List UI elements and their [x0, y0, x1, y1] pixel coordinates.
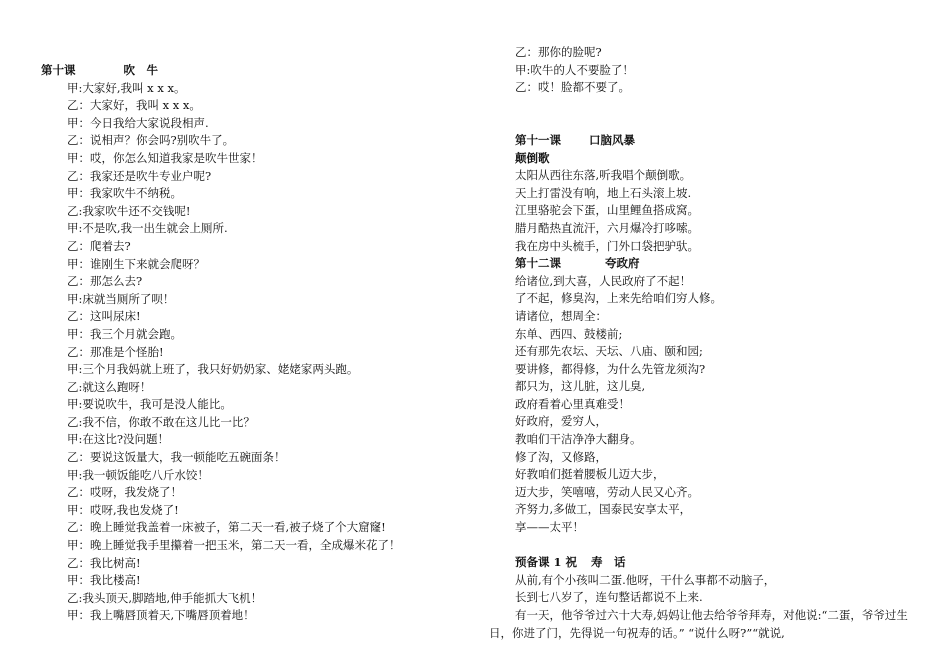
verse-line: 要讲修，都得修，为什么先管龙须沟? [515, 361, 706, 376]
lesson-12-heading [515, 255, 935, 273]
poem-line: 腊月酷热直流汗，六月爆冷打哆嗦。 [515, 220, 699, 235]
lesson-number: 预备课 1 祝 [515, 555, 578, 570]
dialogue-line: 乙：这叫尿床! [67, 309, 141, 324]
dialogue-line: 甲:三个月我妈就上班了，我只好奶奶家、姥姥家两头跑。 [67, 362, 359, 377]
dialogue-line: 乙：那你的脸呢? [515, 45, 602, 59]
dialogue-line: 甲:吹牛的人不要脸了！ [515, 62, 634, 77]
verse-line: 好政府，爱穷人， [515, 414, 607, 429]
poem-title: 颠倒歌 [515, 150, 550, 165]
dialogue-line: 乙：晚上睡觉我盖着一床被子，第二天一看,被子烧了个大窟窿! [67, 520, 386, 535]
dialogue-line: 甲:要说吹牛，我可是没人能比。 [67, 397, 232, 412]
dialogue-line: 甲：我比楼高! [67, 573, 141, 588]
dialogue-line: 甲：哎，你怎么知道我家是吹牛世家！ [67, 150, 263, 165]
paragraph-line: 长到七八岁了，连句整话都说不上来. [515, 590, 703, 605]
verse-line: 请诸位，想周全： [515, 308, 607, 323]
verse-line: 都只为，这儿脏，这儿臭, [515, 379, 646, 394]
verse-line: 了不起，修臭沟，上来先给咱们穷人修。 [515, 291, 722, 306]
verse-line: 修了沟，又修路， [515, 449, 607, 464]
dialogue-line: 乙：说相声？你会吗?别吹牛了。 [67, 133, 235, 148]
dialogue-line: 乙：爬着去? [67, 238, 131, 253]
dialogue-line: 甲:在这比?没问题！ [67, 432, 170, 447]
dialogue-line: 乙：我比树高! [67, 555, 141, 570]
lesson-number: 第十课 [41, 63, 76, 77]
dialogue-line: 甲：晚上睡觉我手里攥着一把玉米，第二天一看，全成爆米花了！ [67, 538, 401, 553]
verse-line: 还有那先农坛、天坛、八庙、颐和园; [515, 344, 703, 359]
dialogue-line: 甲：今日我给大家说段相声. [67, 115, 209, 130]
dialogue-line: 乙:我家吹牛还不交钱呢! [67, 203, 191, 218]
dialogue-line: 乙：哎呀，我发烧了！ [67, 485, 182, 500]
lesson-11-heading [515, 132, 935, 150]
lesson-title: 夸政府 [605, 256, 640, 271]
dialogue-line: 甲:床就当厕所了呗！ [67, 291, 175, 306]
verse-line: 享——太平！ [515, 520, 584, 535]
dialogue-line: 甲：我三个月就会跑。 [67, 326, 182, 341]
lesson-title: 吹 牛 [123, 63, 158, 77]
dialogue-line: 甲:不是吹,我一出生就会上厕所. [67, 221, 228, 236]
dialogue-line: 乙:我不信，你敢不敢在这儿比一比？ [67, 414, 255, 429]
paragraph-line: 从前,有个小孩叫二蛋.他呀，干什么事都不动脑子， [515, 572, 776, 587]
lesson-number: 第十二课 [515, 256, 561, 271]
lesson-10-heading [41, 62, 471, 80]
prep-lesson-heading [515, 554, 935, 572]
dialogue-line: 乙：我家还是吹牛专业户呢? [67, 168, 212, 183]
left-column [41, 62, 471, 625]
poem-line: 天上打雷没有响，地上石头滚上坡. [515, 185, 692, 200]
poem-line: 太阳从西往东落,听我唱个颠倒歌。 [515, 168, 692, 183]
dialogue-line: 甲：我家吹牛不纳税。 [67, 186, 182, 201]
lesson-title: 口脑风暴 [589, 132, 635, 147]
verse-line: 东单、西四、鼓楼前; [515, 326, 623, 341]
dialogue-line: 甲：我上嘴唇顶着天,下嘴唇顶着地！ [67, 608, 255, 623]
dialogue-line: 乙：那准是个怪胎! [67, 344, 164, 359]
dialogue-line: 乙：要说这饭量大，我一顿能吃五碗面条！ [67, 450, 286, 465]
dialogue-line: 乙:我头顶天,脚踏地,伸手能抓大飞机！ [67, 590, 263, 605]
dialogue-line: 甲:大家好,我叫 x x x。 [67, 80, 186, 95]
verse-line: 齐努力,多做工，国泰民安享太平， [515, 502, 692, 517]
poem-line: 我在房中头梳手，门外口袋把驴驮。 [515, 238, 699, 253]
dialogue-line: 甲:我一顿饭能吃八斤水饺！ [67, 467, 209, 482]
verse-line: 政府看着心里真难受！ [515, 396, 630, 411]
dialogue-line: 乙：哎！脸都不要了。 [515, 80, 630, 95]
verse-line: 迈大步，笑嘻嘻，劳动人民又心齐。 [515, 484, 699, 499]
verse-line: 给诸位,到大喜，人民政府了不起！ [515, 273, 692, 288]
verse-line: 教咱们干洁净净大翻身。 [515, 432, 642, 447]
dialogue-end [515, 44, 935, 97]
lesson-title: 寿 话 [591, 555, 626, 570]
dialogue-list [41, 80, 471, 625]
verse-line: 好教咱们挺着腰板儿迈大步， [515, 467, 665, 482]
prep-lesson-lines [489, 572, 935, 642]
poem-lines [515, 167, 935, 255]
right-column [489, 44, 935, 642]
dialogue-line: 甲：谁刚生下来就会爬呀？ [67, 256, 205, 271]
lesson-12-lines [515, 273, 935, 537]
dialogue-line: 甲：哎呀,我也发烧了! [67, 502, 179, 517]
dialogue-line: 乙：大家好，我叫 x x x。 [67, 98, 201, 113]
paragraph: 有一天，他爷爷过六十大寿,妈妈让他去给爷爷拜寿，对他说:“二蛋，爷爷过生日，你进了门，先得说一句祝寿的话。” “说什么呀?”“就说, [489, 608, 908, 640]
dialogue-line: 乙：那怎么去? [67, 274, 143, 289]
dialogue-line: 乙:就这么跑呀！ [67, 379, 152, 394]
lesson-number: 第十一课 [515, 132, 561, 147]
poem-line: 江里骆驼会下蛋，山里鲤鱼搭成窝。 [515, 203, 699, 218]
